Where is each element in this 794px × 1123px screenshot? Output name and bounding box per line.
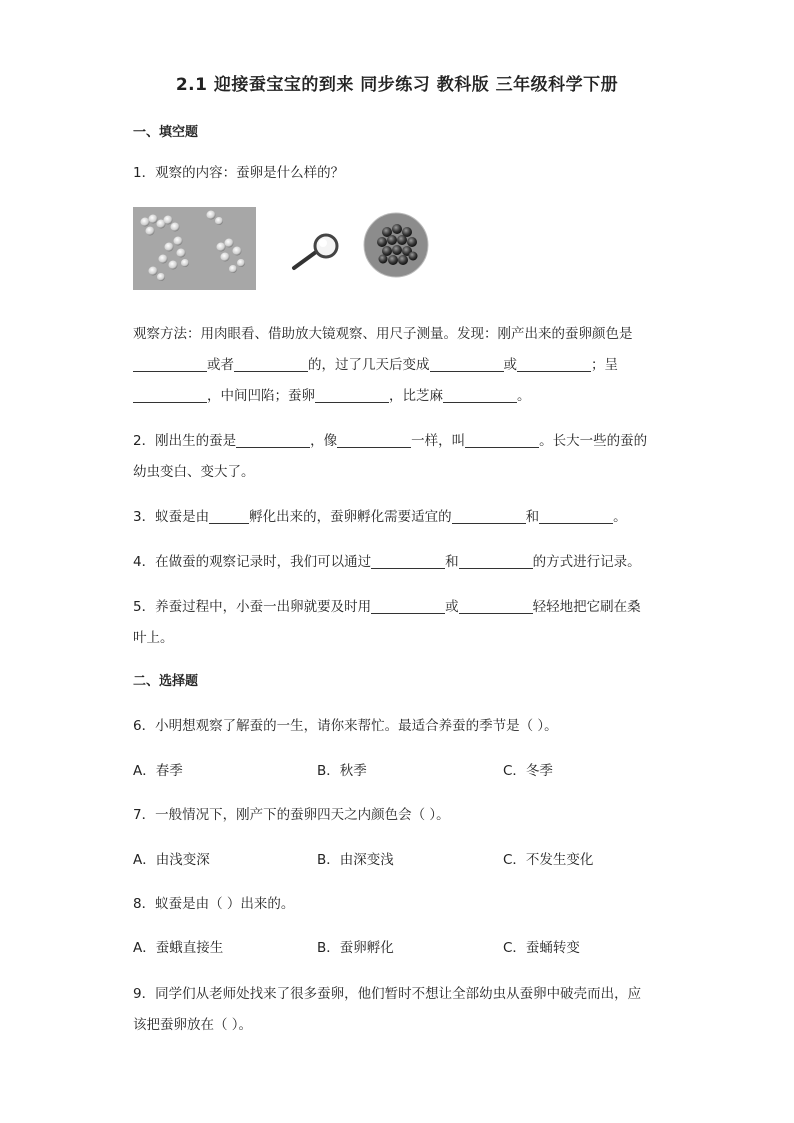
question-7: 7．一般情况下，刚产下的蚕卵四天之内颜色会（ ）。 [133,807,450,823]
answer-blank[interactable] [315,388,389,403]
option-a[interactable]: A．蚕蛾直接生 [133,940,224,956]
answer-blank[interactable] [236,433,310,448]
question-5-cont: 叶上。 [133,630,174,646]
answer-blank[interactable] [459,599,533,614]
question-8: 8．蚁蚕是由（ ）出来的。 [133,896,295,912]
answer-blank[interactable] [371,599,445,614]
q1-line-2: 或者 的，过了几天后变成 或 ；呈 [133,353,618,373]
question-5: 5．养蚕过程中，小蚕一出卵就要及时用 或 轻轻地把它刷在桑 [133,599,641,615]
answer-blank[interactable] [465,433,539,448]
question-2-cont: 幼虫变白、变大了。 [133,464,255,480]
question-9: 9．同学们从老师处找来了很多蚕卵，他们暂时不想让全部幼虫从蚕卵中破壳而出，应 [133,986,642,1002]
q1-line-3: ，中间凹陷；蚕卵 ，比芝麻 。 [133,384,531,404]
q1-observation-text: 观察方法：用肉眼看、借助放大镜观察、用尺子测量。发现：刚产出来的蚕卵颜色是 [133,326,633,342]
answer-blank[interactable] [517,357,591,372]
answer-blank[interactable] [430,357,504,372]
page-title: 2.1 迎接蚕宝宝的到来 同步练习 教科版 三年级科学下册 [175,75,619,95]
option-c[interactable]: C．不发生变化 [503,852,594,868]
question-6: 6．小明想观察了解蚕的一生，请你来帮忙。最适合养蚕的季节是（ ）。 [133,718,558,734]
silkworm-eggs-photo [133,207,256,290]
answer-blank[interactable] [133,388,207,403]
option-a[interactable]: A．由浅变深 [133,852,210,868]
answer-blank[interactable] [371,554,445,569]
question-3: 3．蚁蚕是由 孵化出来的，蚕卵孵化需要适宜的 和 。 [133,509,627,525]
section-multiple-choice: 二、选择题 [133,674,199,689]
magnified-eggs-image [363,212,429,278]
option-a[interactable]: A．春季 [133,763,183,779]
question-1: 1．观察的内容：蚕卵是什么样的？ [133,165,345,181]
question-9-cont: 该把蚕卵放在（ ）。 [133,1017,253,1033]
answer-blank[interactable] [337,433,411,448]
option-b[interactable]: B．由深变浅 [317,852,394,868]
answer-blank[interactable] [234,357,308,372]
option-b[interactable]: B．秋季 [317,763,367,779]
option-b[interactable]: B．蚕卵孵化 [317,940,394,956]
answer-blank[interactable] [209,509,249,524]
option-c[interactable]: C．冬季 [503,763,553,779]
answer-blank[interactable] [539,509,613,524]
section-fill-blank: 一、填空题 [133,125,199,140]
question-4: 4．在做蚕的观察记录时，我们可以通过 和 的方式进行记录。 [133,554,641,570]
magnifying-glass-icon [288,232,344,274]
answer-blank[interactable] [452,509,526,524]
option-c[interactable]: C．蚕蛹转变 [503,940,580,956]
question-2: 2．刚出生的蚕是 ，像 一样，叫 。长大一些的蚕的 [133,433,648,449]
answer-blank[interactable] [459,554,533,569]
answer-blank[interactable] [133,357,207,372]
answer-blank[interactable] [443,388,517,403]
